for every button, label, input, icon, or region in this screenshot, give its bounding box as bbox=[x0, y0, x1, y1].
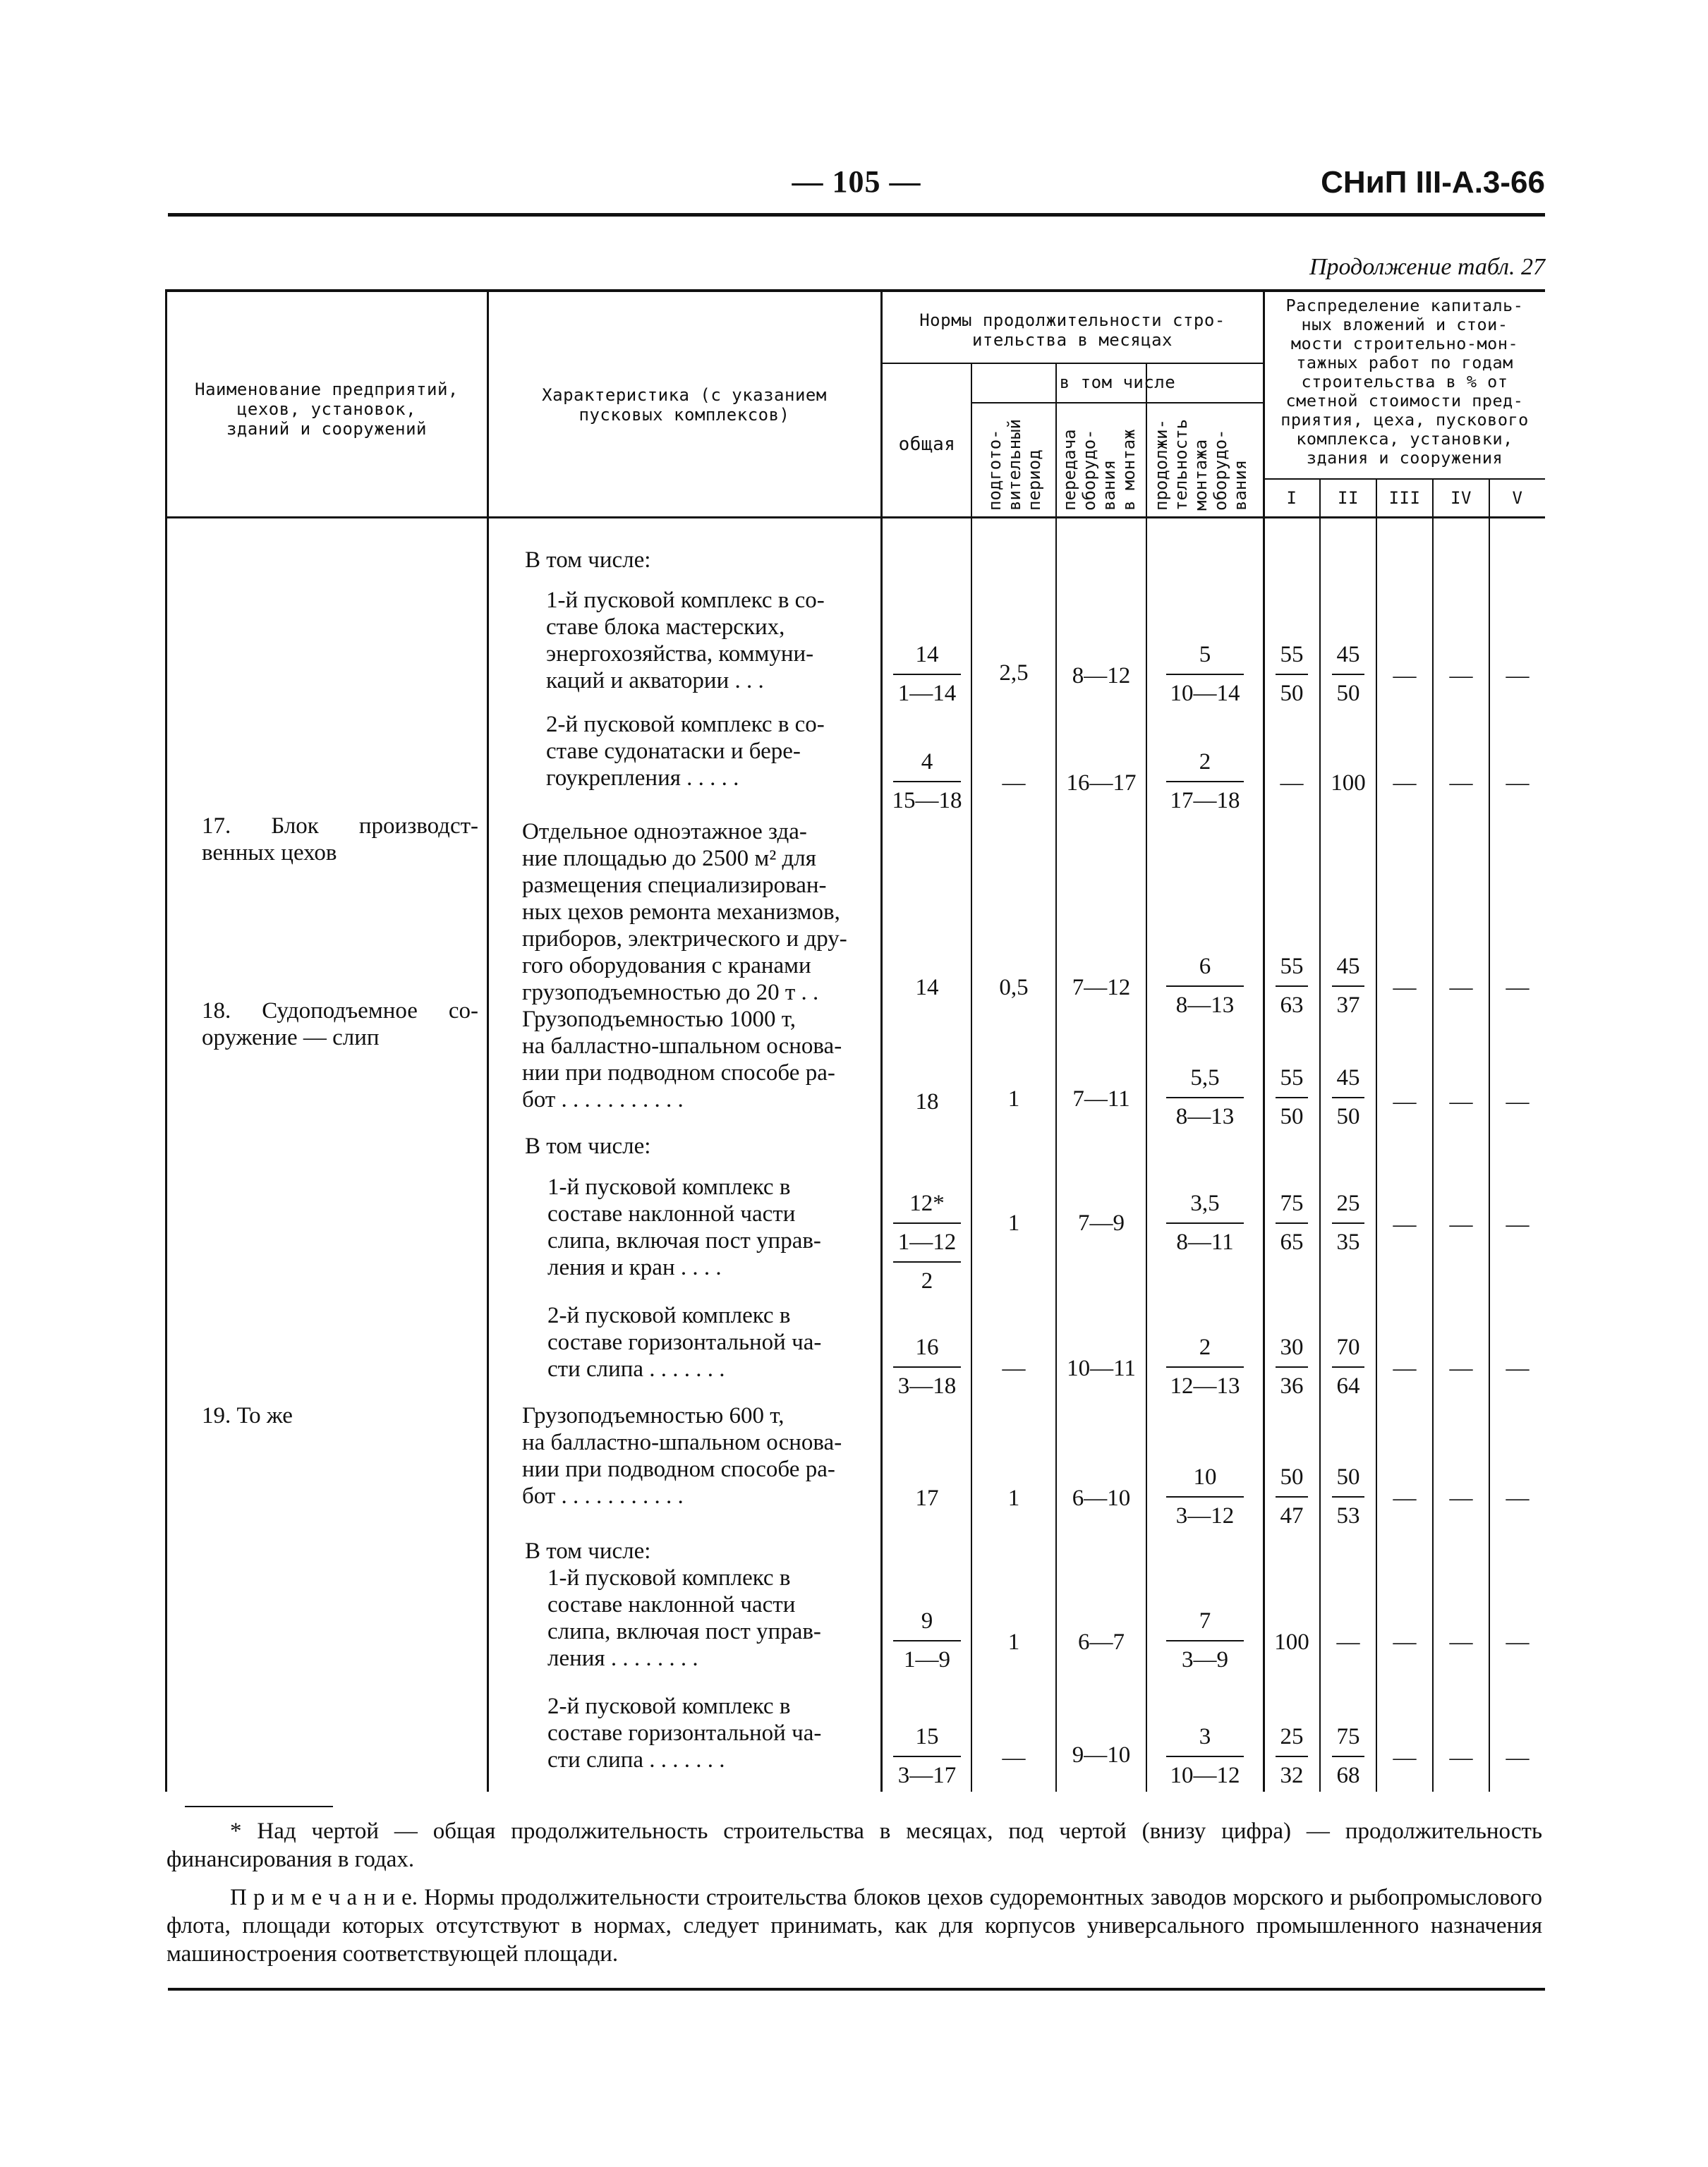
row4-year-5: — bbox=[1506, 1089, 1530, 1115]
row5-transfer: 7—9 bbox=[1078, 1210, 1125, 1236]
row6-year-5: — bbox=[1506, 1356, 1530, 1381]
row2-mount: 2 17—18 bbox=[1147, 748, 1263, 815]
characteristic-slip-stage-1: 1-й пусковой комплекс в составе наклонной части слипа, включая пост управ- ления и кран . . . . bbox=[547, 1174, 821, 1280]
row7-year-2: 50 53 bbox=[1321, 1463, 1376, 1530]
characteristic-including-2: В том числе: bbox=[525, 1134, 651, 1159]
row2-transfer: 16—17 bbox=[1066, 770, 1137, 796]
row1-year-4: — bbox=[1449, 663, 1473, 688]
row1-prep: 2,5 bbox=[999, 660, 1029, 686]
row1-total: 14 1—14 bbox=[883, 641, 971, 708]
row3-prep: 0,5 bbox=[999, 975, 1029, 1000]
row1-transfer: 8—12 bbox=[1072, 663, 1131, 688]
row6-total: 16 3—18 bbox=[883, 1333, 971, 1400]
row7-transfer: 6—10 bbox=[1072, 1486, 1131, 1511]
header-including: в том числе bbox=[1059, 372, 1176, 392]
header-mounting: продолжи- тельность монтажа оборудо- вания bbox=[1151, 418, 1250, 511]
footnote: * Над чертой — общая продолжительность строительства в месяцах, под чертой (внизу цифра) — продолжительность финансирования в годах. bbox=[166, 1819, 1542, 1872]
header-norms: Нормы продолжительности стро- ительства в месяцах bbox=[919, 310, 1225, 350]
row4-year-2: 45 50 bbox=[1321, 1064, 1376, 1131]
header-rule bbox=[168, 213, 1545, 217]
row7-year-3: — bbox=[1393, 1486, 1417, 1511]
row6-year-2: 70 64 bbox=[1321, 1333, 1376, 1400]
row9-prep: — bbox=[1002, 1745, 1026, 1771]
row6-year-1: 30 36 bbox=[1264, 1333, 1319, 1400]
characteristic-including-3: В том числе: bbox=[525, 1538, 651, 1564]
row8-mount: 7 3—9 bbox=[1147, 1607, 1263, 1674]
row5-year-5: — bbox=[1506, 1212, 1530, 1237]
row8-year-2: — bbox=[1336, 1629, 1360, 1655]
row5-year-3: — bbox=[1393, 1212, 1417, 1237]
row4-year-1: 55 50 bbox=[1264, 1064, 1319, 1131]
row9-mount: 3 10—12 bbox=[1147, 1723, 1263, 1790]
note bbox=[166, 1883, 1542, 1968]
row6-year-3: — bbox=[1393, 1356, 1417, 1381]
row1-year-2: 45 50 bbox=[1321, 641, 1376, 708]
row8-year-5: — bbox=[1506, 1629, 1530, 1655]
row3-year-3: — bbox=[1393, 975, 1417, 1000]
bottom-rule bbox=[168, 1988, 1545, 1991]
header-preparatory: подгото- вительный период bbox=[985, 418, 1044, 511]
row7-year-1: 50 47 bbox=[1264, 1463, 1319, 1530]
characteristic-600t-stage-2: 2-й пусковой комплекс в составе горизонтальной ча- сти слипа . . . . . . . bbox=[547, 1694, 822, 1773]
row5-year-2: 25 35 bbox=[1321, 1189, 1376, 1256]
header-characteristic-col: Характеристика (с указанием пусковых комплексов) bbox=[542, 385, 827, 425]
characteristic-building: Отдельное одноэтажное зда- ние площадью до 2500 м² для размещения специализирован- ных цехов ремонта механизмов, приборов, электрического и дру- гого оборудования с кранами грузоподъемностью до 20 т . . Грузоподъемностью 1000 т, на балластно-шпальном основа- нии при подводном способе ра- бот . . . . . . . . . . . bbox=[522, 819, 847, 1112]
year-V: V bbox=[1512, 488, 1523, 508]
row2-year-5: — bbox=[1506, 770, 1530, 796]
characteristic-including-1: В том числе: bbox=[525, 547, 651, 573]
row1-year-3: — bbox=[1393, 663, 1417, 688]
year-I: I bbox=[1286, 488, 1297, 508]
norms-table bbox=[165, 289, 1545, 1792]
row5-year-4: — bbox=[1449, 1212, 1473, 1237]
row6-transfer: 10—11 bbox=[1067, 1356, 1136, 1381]
row1-year-1: 55 50 bbox=[1264, 641, 1319, 708]
row8-prep: 1 bbox=[1007, 1629, 1020, 1655]
row7-year-5: — bbox=[1506, 1486, 1530, 1511]
page-header bbox=[168, 161, 1545, 212]
row4-transfer: 7—11 bbox=[1072, 1086, 1130, 1112]
row9-total: 15 3—17 bbox=[883, 1723, 971, 1790]
header-distribution: Распределение капиталь- ных вложений и стои- мости строительно-мон- тажных работ по годам строительства в % от сметной стоимости пред- приятия, цеха, пускового комплекса, установки, здания и сооружения bbox=[1280, 296, 1529, 468]
characteristic-600t: Грузоподъемностью 600 т, на балластно-шпальном основа- нии при подводном способе ра- бот . . . . . . . . . . . bbox=[522, 1403, 842, 1509]
row4-year-4: — bbox=[1449, 1089, 1473, 1115]
row3-year-5: — bbox=[1506, 975, 1530, 1000]
row6-year-4: — bbox=[1449, 1356, 1473, 1381]
document-id: СНиП III-А.3-66 bbox=[1321, 165, 1545, 200]
note-label: П р и м е ч а н и е. bbox=[230, 1885, 418, 1910]
header-transfer: передача оборудо- вания в монтаж bbox=[1060, 429, 1139, 511]
row4-mount: 5,5 8—13 bbox=[1147, 1064, 1263, 1131]
header-total: общая bbox=[898, 434, 956, 455]
row9-year-3: — bbox=[1393, 1745, 1417, 1771]
row3-mount: 6 8—13 bbox=[1147, 952, 1263, 1019]
row3-transfer: 7—12 bbox=[1072, 975, 1131, 1000]
row5-year-1: 75 65 bbox=[1264, 1189, 1319, 1256]
item-19-name: 19. То же bbox=[202, 1403, 293, 1428]
year-IV: IV bbox=[1450, 488, 1472, 508]
row8-year-3: — bbox=[1393, 1629, 1417, 1655]
characteristic-slip-stage-2: 2-й пусковой комплекс в составе горизонтальной ча- сти слипа . . . . . . . bbox=[547, 1303, 822, 1382]
header-name-col: Наименование предприятий, цехов, установок, зданий и сооружений bbox=[195, 380, 459, 439]
row2-year-1: — bbox=[1280, 770, 1304, 796]
year-II: II bbox=[1338, 488, 1359, 508]
row4-prep: 1 bbox=[1007, 1086, 1020, 1112]
row3-total: 14 bbox=[915, 975, 939, 1000]
row3-year-2: 45 37 bbox=[1321, 952, 1376, 1019]
row8-transfer: 6—7 bbox=[1078, 1629, 1125, 1655]
row2-year-3: — bbox=[1393, 770, 1417, 796]
item-18-name: 18. Судоподъемное со- оружение — слип bbox=[202, 998, 478, 1050]
row1-mount: 5 10—14 bbox=[1147, 641, 1263, 708]
row7-total: 17 bbox=[915, 1486, 939, 1511]
row4-year-3: — bbox=[1393, 1089, 1417, 1115]
row6-prep: — bbox=[1002, 1356, 1026, 1381]
characteristic-stage-1: 1-й пусковой комплекс в со- ставе блока мастерских, энергохозяйства, коммуни- каций и акватории . . . bbox=[546, 588, 825, 693]
note-text: Нормы продолжительности строительства блоков цехов судоремонтных заводов морского и рыбопромыслового флота, площади которых отсутствуют в нормах, следует принимать, как для корпусов универсального промышленного назначения машиностроения соответствующей площади. bbox=[166, 1885, 1543, 1967]
row2-total: 4 15—18 bbox=[892, 749, 962, 813]
row2-year-4: — bbox=[1449, 770, 1473, 796]
row1-year-5: — bbox=[1506, 663, 1530, 688]
year-III: III bbox=[1388, 488, 1421, 508]
row5-mount: 3,5 8—11 bbox=[1147, 1189, 1263, 1256]
row7-prep: 1 bbox=[1007, 1486, 1020, 1511]
footnote-rule bbox=[185, 1806, 333, 1807]
row5-total: 12* 1—12 2 bbox=[883, 1189, 971, 1295]
row8-year-4: — bbox=[1449, 1629, 1473, 1655]
row9-year-5: — bbox=[1506, 1745, 1530, 1771]
row2-year-2: 100 bbox=[1331, 770, 1366, 796]
row4-total: 18 bbox=[915, 1089, 939, 1115]
row8-year-1: 100 bbox=[1274, 1629, 1309, 1655]
row3-year-4: — bbox=[1449, 975, 1473, 1000]
row6-mount: 2 12—13 bbox=[1147, 1333, 1263, 1400]
page-number: — 105 — bbox=[792, 164, 921, 199]
row9-year-1: 25 32 bbox=[1264, 1723, 1319, 1790]
row9-year-4: — bbox=[1449, 1745, 1473, 1771]
characteristic-stage-2: 2-й пусковой комплекс в со- ставе судонатаски и бере- гоукрепления . . . . . bbox=[546, 712, 825, 791]
row7-mount: 10 3—12 bbox=[1147, 1463, 1263, 1530]
row9-transfer: 9—10 bbox=[1072, 1742, 1131, 1768]
row2-prep: — bbox=[1002, 770, 1026, 796]
row3-year-1: 55 63 bbox=[1264, 952, 1319, 1019]
continuation-caption: Продолжение табл. 27 bbox=[1309, 254, 1545, 280]
row9-year-2: 75 68 bbox=[1321, 1723, 1376, 1790]
row5-prep: 1 bbox=[1007, 1210, 1020, 1236]
row7-year-4: — bbox=[1449, 1486, 1473, 1511]
item-17-name: 17. Блок производст- венных цехов bbox=[202, 813, 478, 866]
row8-total: 9 1—9 bbox=[883, 1607, 971, 1674]
characteristic-600t-stage-1: 1-й пусковой комплекс в составе наклонной части слипа, включая пост управ- ления . . . . . . . . bbox=[547, 1565, 821, 1671]
